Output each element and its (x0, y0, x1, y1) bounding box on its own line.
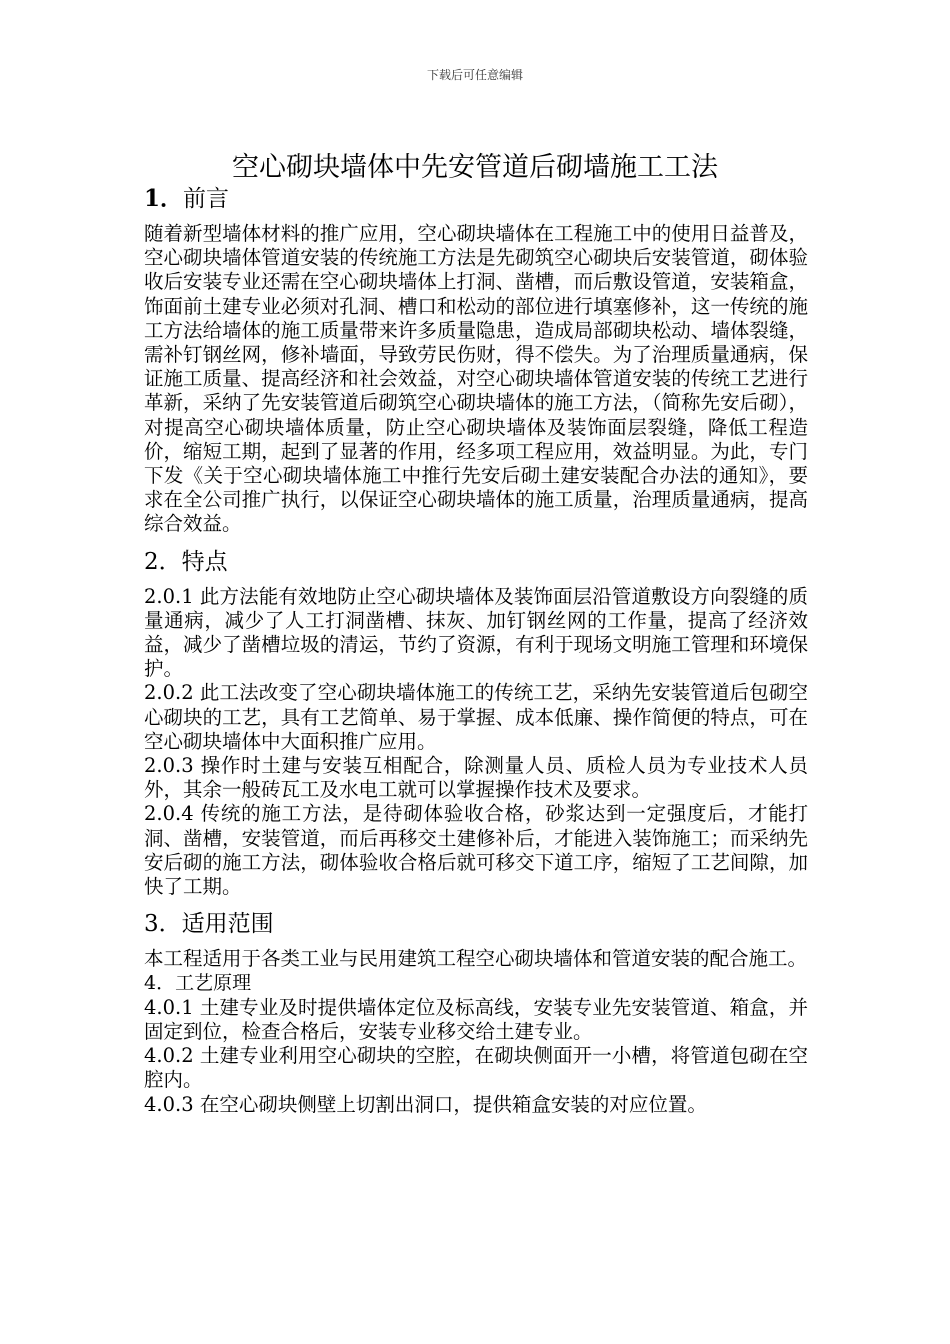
paragraph: 4.0.2 土建专业利用空心砌块的空腔，在砌块侧面开一小槽，将管道包砌在空腔内。 (144, 1044, 808, 1092)
section-principle (144, 971, 808, 1116)
section-heading-principle (144, 971, 808, 995)
page-header-note: 下载后可任意编辑 (426, 68, 523, 82)
section-number: 4． (144, 972, 176, 995)
section-title: 工艺原理 (175, 972, 252, 995)
section-title: 特点 (181, 548, 228, 575)
document-title: 空心砌块墙体中先安管道后砌墙施工工法 (232, 152, 718, 184)
document-body (144, 180, 808, 1117)
paragraph: 2.0.4 传统的施工方法，是待砌体验收合格，砂浆达到一定强度后，才能打洞、凿槽，安装管道，而后再移交土建修补后，才能进入装饰施工；而采纳先安后砌的施工方法，砌体验收合格后就可移交下道工序，缩短了工艺间隙，加快了工期。 (144, 802, 808, 899)
section-features (144, 543, 808, 900)
paragraph: 随着新型墙体材料的推广应用，空心砌块墙体在工程施工中的使用日益普及，空心砌块墙体管道安装的传统施工方法是先砌筑空心砌块后安装管道，砌体验收后安装专业还需在空心砌块墙体上打洞、凿槽，而后敷设管道，安装箱盒，饰面前土建专业必须对孔洞、槽口和松动的部位进行填塞修补，这一传统的施工方法给墙体的施工质量带来许多质量隐患，造成局部砌块松动、墙体裂缝，需补钉钢丝网，修补墙面，导致劳民伤财，得不偿失。为了治理质量通病，保证施工质量、提高经济和社会效益，对空心砌块墙体管道安装的传统工艺进行革新，采纳了先安装管道后砌筑空心砌块墙体的施工方法，（简称先安后砌），对提高空心砌块墙体质量，防止空心砌块墙体及装饰面层裂缝，降低工程造价，缩短工期，起到了显著的作用，经多项工程应用，效益明显。为此，专门下发《关于空心砌块墙体施工中推行先安后砌土建安装配合办法的通知》，要求在全公司推广执行，以保证空心砌块墙体的施工质量，治理质量通病，提高综合效益。 (144, 222, 808, 536)
paragraph: 2.0.2 此工法改变了空心砌块墙体施工的传统工艺，采纳先安装管道后包砌空心砌块的工艺，具有工艺简单、易于掌握、成本低廉、操作简便的特点，可在空心砌块墙体中大面积推广应用。 (144, 681, 808, 753)
section-number: 1． (144, 185, 184, 212)
section-title: 前言 (183, 186, 230, 212)
section-number: 2． (144, 548, 182, 575)
paragraph: 2.0.3 操作时土建与安装互相配合，除测量人员、质检人员为专业技术人员外，其余一般砖瓦工及水电工就可以掌握操作技术及要求。 (144, 754, 808, 802)
paragraph: 4.0.1 土建专业及时提供墙体定位及标高线，安装专业先安装管道、箱盒，并固定到位，检查合格后，安装专业移交给土建专业。 (144, 995, 808, 1043)
paragraph: 2.0.1 此方法能有效地防止空心砌块墙体及装饰面层沿管道敷设方向裂缝的质量通病，减少了人工打洞凿槽、抹灰、加钉钢丝网的工作量，提高了经济效益，减少了凿槽垃圾的清运，节约了资源，有利于现场文明施工管理和环境保护。 (144, 584, 808, 681)
section-heading-features (144, 543, 808, 581)
section-scope (144, 905, 808, 971)
section-preface (144, 180, 808, 537)
paragraph: 本工程适用于各类工业与民用建筑工程空心砌块墙体和管道安装的配合施工。 (144, 947, 808, 971)
section-number: 3． (144, 911, 182, 938)
paragraph: 4.0.3 在空心砌块侧壁上切割出洞口，提供箱盒安装的对应位置。 (144, 1092, 707, 1116)
section-heading-preface (144, 180, 808, 218)
section-heading-scope (144, 905, 808, 943)
section-title: 适用范围 (181, 911, 274, 938)
